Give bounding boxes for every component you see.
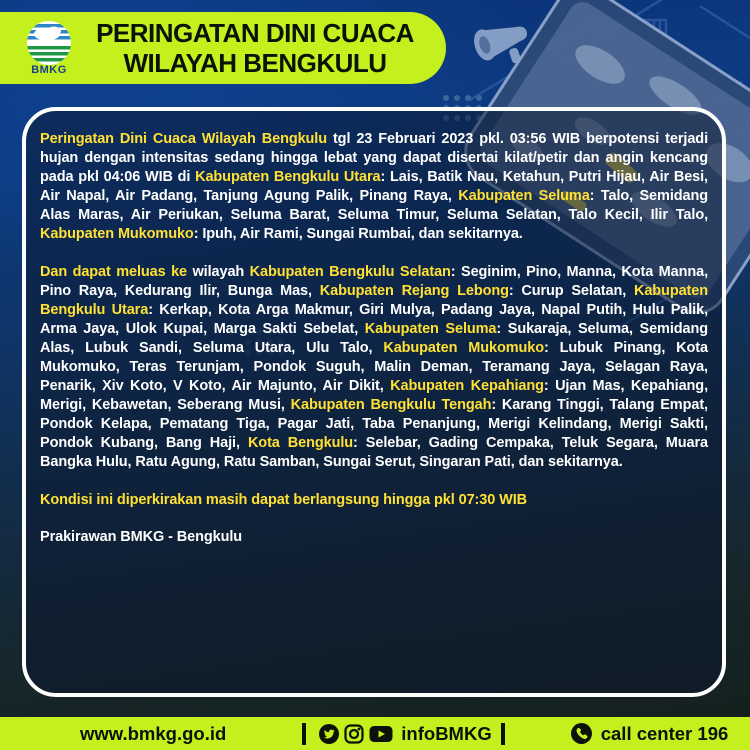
phone-icon [571,723,592,744]
twitter-icon [319,724,339,744]
social-handle: infoBMKG [401,722,492,744]
call-center-label: call center 196 [600,722,729,744]
footer-separator [501,723,505,745]
bmkg-logo-icon [27,21,71,65]
forecaster-credit: Prakirawan BMKG - Bengkulu [40,529,243,545]
warning-content-box [22,107,726,697]
footer-bar [0,717,750,750]
page-title-line1: PERINGATAN DINI CUACA [96,18,414,48]
header-banner [0,12,446,84]
bmkg-logo [10,21,88,76]
footer-separator [302,723,306,745]
warning-paragraph-initial: Peringatan Dini Cuaca Wilayah Bengkulu tgl 23 Februari 2023 pkl. 03:56 WIB berpotensi terjadi hujan dengan intensitas sedang hingga lebat yang dapat disertai kilat/petir dan angin kencang pada pkl 04:06 WIB di Kabupaten Bengkulu Utara: Lais, Batik Nau, Ketahun, Putri Hijau, Air Besi, Air Napal, Air Padang, Tanjung Agung Palik, Pinang Raya, Kabupaten Seluma: Talo, Semidang Alas Maras, Air Periukan, Seluma Barat, Seluma Timur, Seluma Selatan, Talo Kecil, Ilir Talo, Kabupaten Mukomuko: Ipuh, Air Rami, Sungai Rumbai, dan sekitarnya. [40,131,708,242]
validity-note: Kondisi ini diperkirakan masih dapat berlangsung hingga pkl 07:30 WIB [40,492,527,508]
bmkg-logo-label: BMKG [31,63,67,76]
instagram-icon [344,724,364,744]
page-title [88,18,446,78]
page-title-line2: WILAYAH BENGKULU [123,48,387,78]
website-url: www.bmkg.go.id [80,722,227,744]
warning-paragraph-expansion: Dan dapat meluas ke wilayah Kabupaten Bengkulu Selatan: Seginim, Pino, Manna, Kota Manna, Pino Raya, Kedurang Ilir, Bunga Mas, Kabupaten Rejang Lebong: Curup Selatan, Kabupaten Bengkulu Utara: Kerkap, Kota Arga Makmur, Giri Mulya, Padang Jaya, Napal Putih, Hulu Palik, Arma Jaya, Ulok Kupai, Marga Sakti Sebelat, Kabupaten Seluma: Sukaraja, Seluma, Semidang Alas, Lubuk Sandi, Seluma Utara, Ulu Talo, Kabupaten Mukomuko: Lubuk Pinang, Kota Mukomuko, Teras Terunjam, Pondok Suguh, Malin Deman, Teramang Jaya, Selagan Raya, Penarik, Xiv Koto, V Koto, Air Majunto, Air Dikit, Kabupaten Kepahiang: Ujan Mas, Kepahiang, Merigi, Kebawetan, Seberang Musi, Kabupaten Bengkulu Tengah: Karang Tinggi, Talang Empat, Pondok Kelapa, Pematang Tiga, Pagar Jati, Taba Penanjung, Merigi Kelindang, Merigi Sakti, Pondok Kubang, Bang Haji, Kota Bengkulu: Selebar, Gading Cempaka, Teluk Segara, Muara Bangka Hulu, Ratu Agung, Ratu Samban, Sungai Serut, Singaran Pati, dan sekitarnya. [40,264,709,470]
youtube-icon [369,725,393,743]
